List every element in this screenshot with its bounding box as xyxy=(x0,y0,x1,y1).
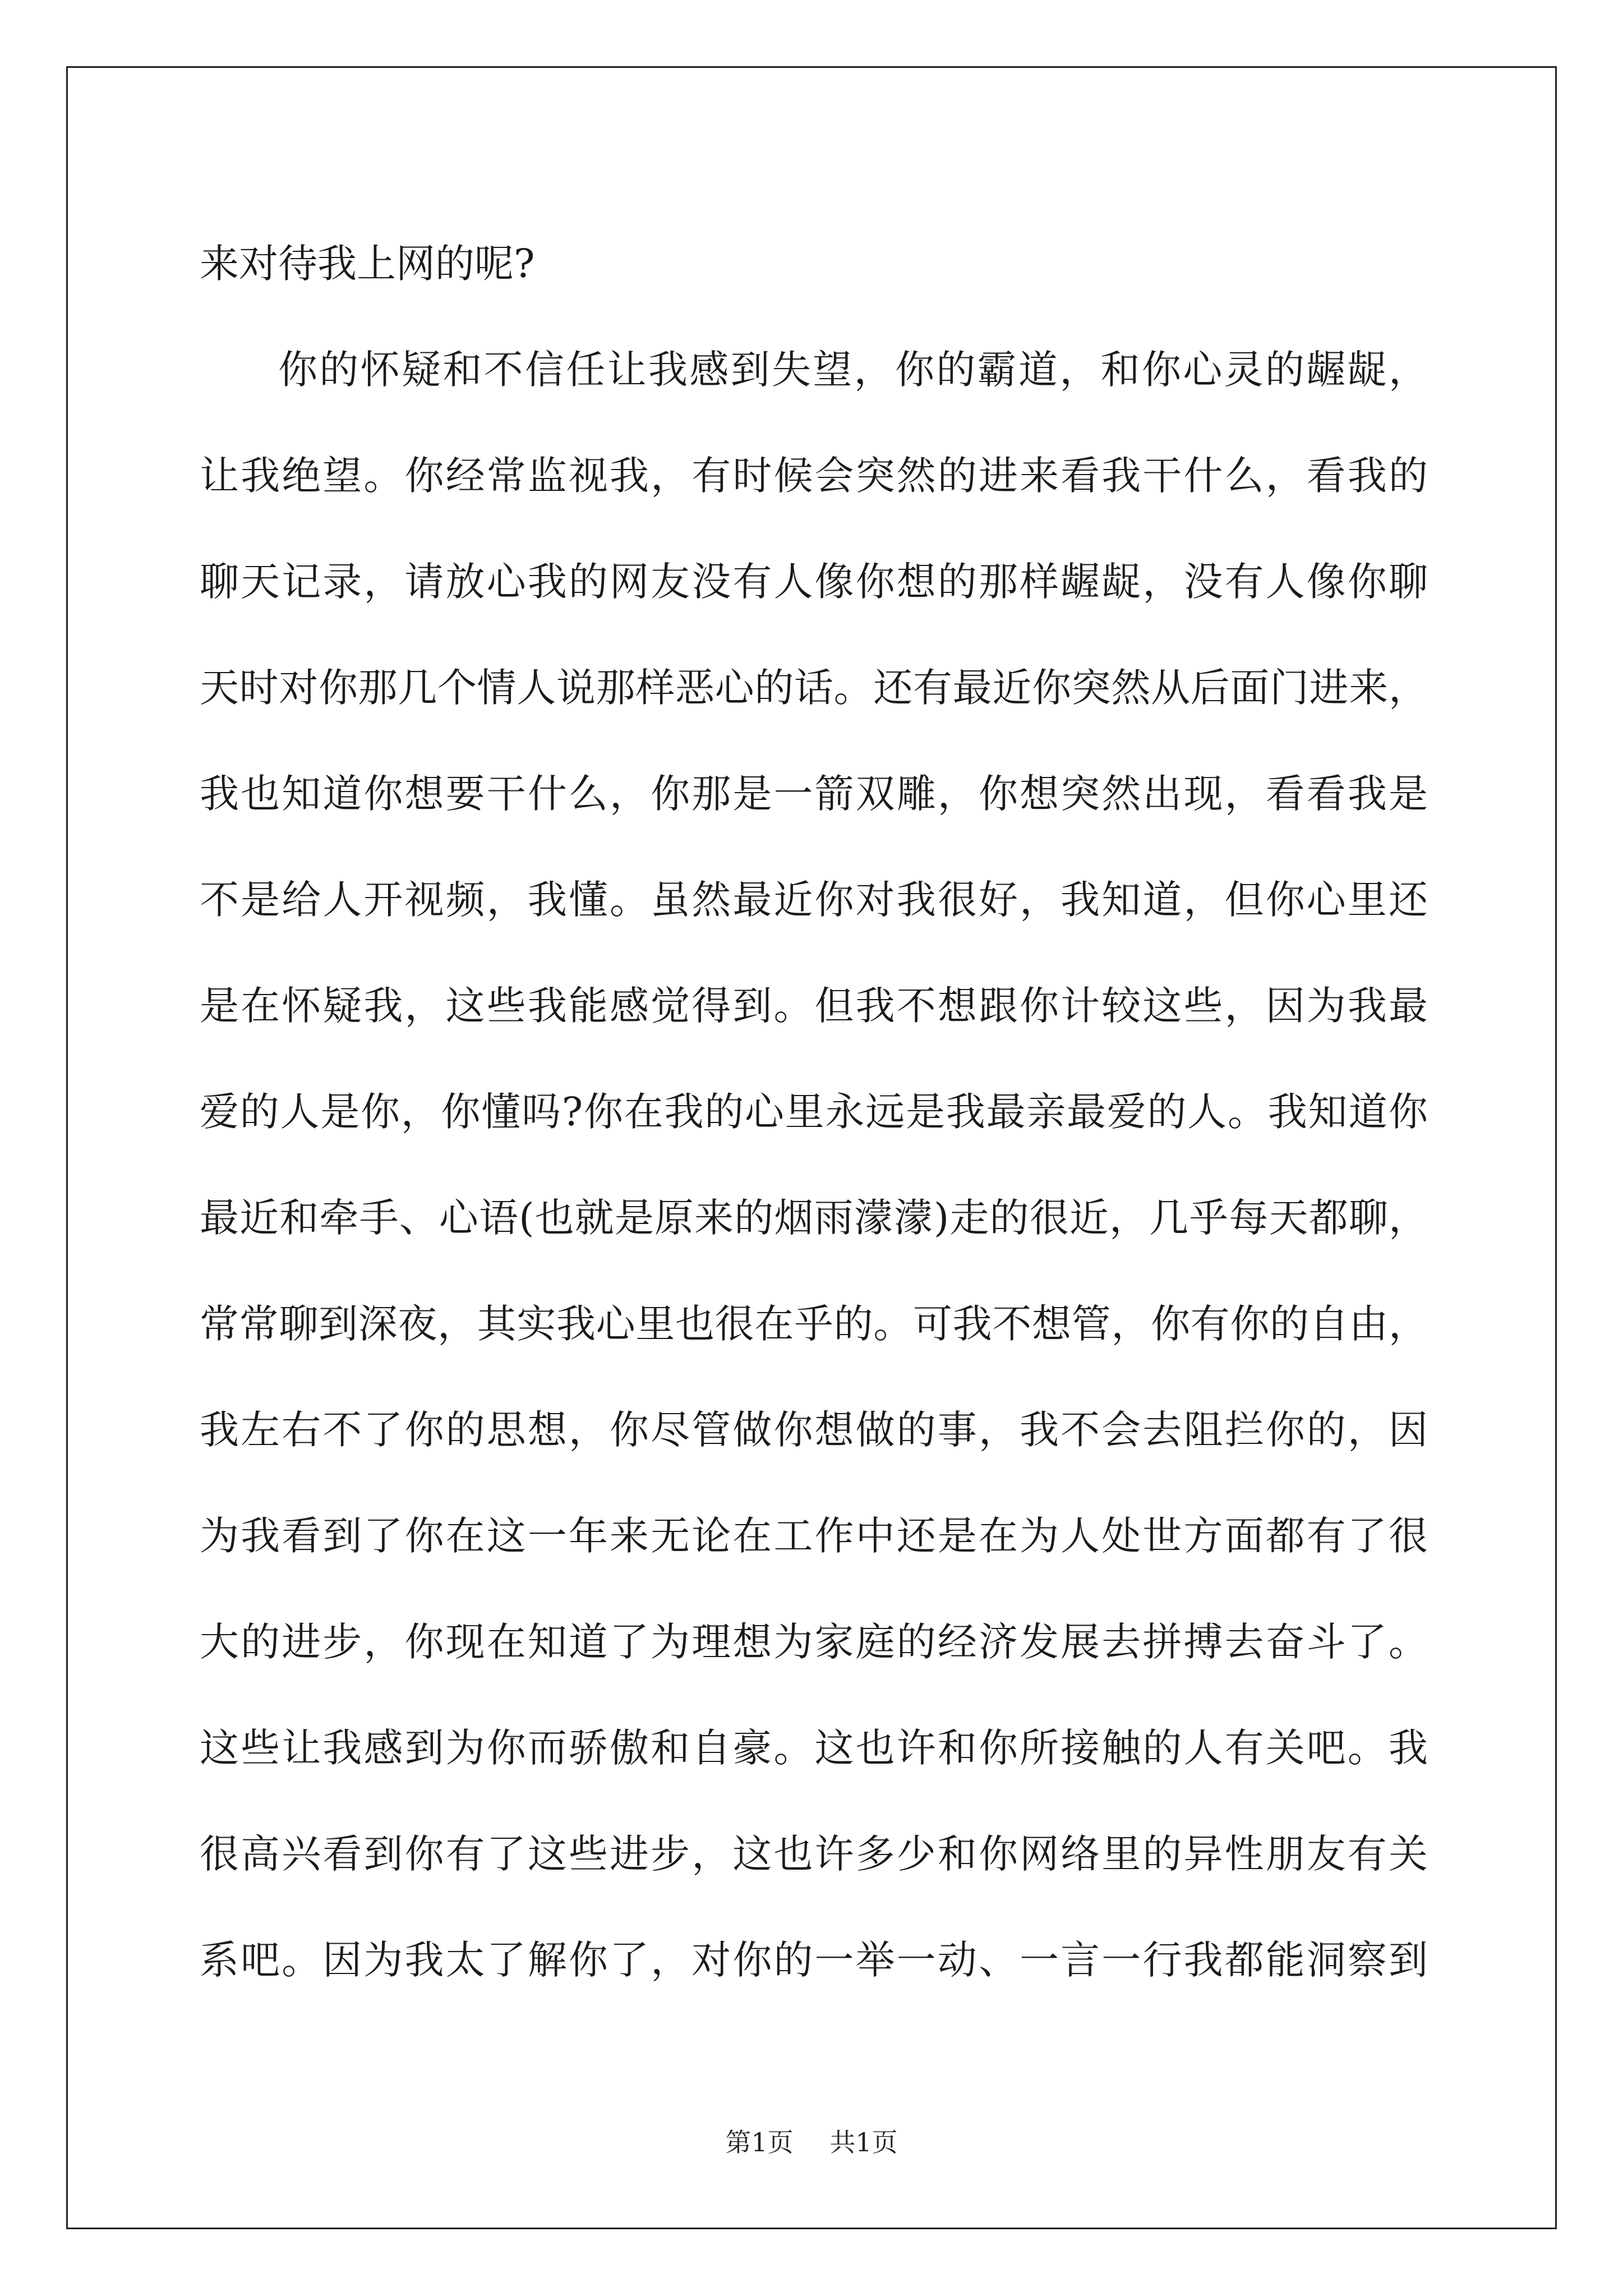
text-line: 不是给人开视频，我懂。虽然最近你对我很好，我知道，但你心里还 xyxy=(200,877,1428,923)
text-line: 大的进步，你现在知道了为理想为家庭的经济发展去拼搏去奋斗了。 xyxy=(200,1619,1428,1665)
text-line: 聊天记录，请放心我的网友没有人像你想的那样龌龊，没有人像你聊 xyxy=(200,559,1428,605)
text-line: 我也知道你想要干什么，你那是一箭双雕，你想突然出现，看看我是 xyxy=(200,771,1428,817)
page-number: 第1页 xyxy=(725,2127,794,2157)
text-line: 系吧。因为我太了解你了，对你的一举一动、一言一行我都能洞察到 xyxy=(200,1937,1428,1983)
text-line: 是在怀疑我，这些我能感觉得到。但我不想跟你计较这些，因为我最 xyxy=(200,983,1428,1029)
text-line: 我左右不了你的思想，你尽管做你想做的事，我不会去阻拦你的，因 xyxy=(200,1407,1428,1453)
text-line: 爱的人是你，你懂吗?你在我的心里永远是我最亲最爱的人。我知道你 xyxy=(200,1089,1428,1135)
text-line: 很高兴看到你有了这些进步，这也许多少和你网络里的异性朋友有关 xyxy=(200,1831,1428,1877)
text-line: 为我看到了你在这一年来无论在工作中还是在为人处世方面都有了很 xyxy=(200,1513,1428,1559)
document-body xyxy=(200,211,1428,2013)
text-line: 这些让我感到为你而骄傲和自豪。这也许和你所接触的人有关吧。我 xyxy=(200,1725,1428,1771)
text-line: 天时对你那几个情人说那样恶心的话。还有最近你突然从后面门进来， xyxy=(200,665,1428,711)
text-line: 来对待我上网的呢? xyxy=(200,241,535,287)
text-line: 最近和牵手、心语(也就是原来的烟雨濛濛)走的很近，几乎每天都聊， xyxy=(200,1195,1428,1241)
text-line: 你的怀疑和不信任让我感到失望，你的霸道，和你心灵的龌龊， xyxy=(278,347,1428,393)
page-footer xyxy=(0,2122,1623,2159)
page-total: 共1页 xyxy=(829,2127,898,2157)
text-line: 让我绝望。你经常监视我，有时候会突然的进来看我干什么，看我的 xyxy=(200,453,1428,499)
text-line: 常常聊到深夜，其实我心里也很在乎的。可我不想管，你有你的自由， xyxy=(200,1301,1428,1347)
